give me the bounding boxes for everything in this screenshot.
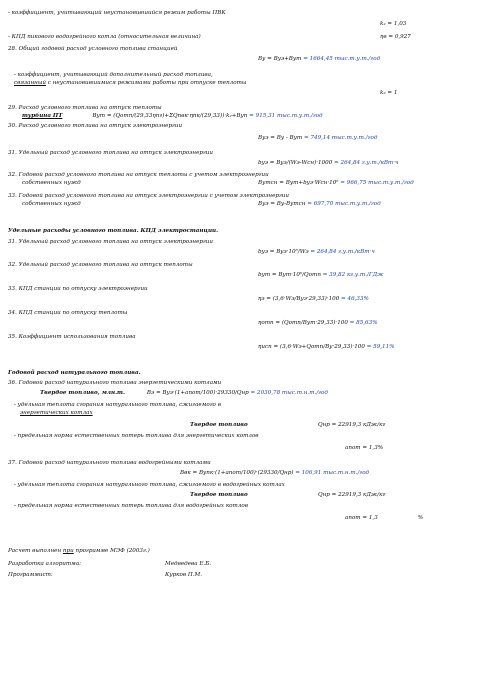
- fuel-type-label: Твердое топливо, млн.т.: [40, 390, 125, 396]
- formula-result: = 915,31 тыс.т.у.т./год: [247, 113, 323, 119]
- author-label: Разработка алгоритма:: [8, 561, 82, 567]
- section-heading: 33. КПД станции по отпуску электроэнергии: [8, 286, 148, 292]
- formula-expression: Bэ = Bуэ·(1+aпот/100)·29330/Qнр: [146, 390, 249, 396]
- formula: [258, 180, 414, 187]
- formula-result: = 749,14 тыс.т.у.т./год: [302, 135, 378, 141]
- coefficient-k2: k₂ = 1,03: [380, 21, 407, 27]
- section-heading: 36. Годовой расход натурального топлива энергетическими котлами: [8, 380, 222, 386]
- formula-result: = 106,91 тыс.т.н.т./год: [293, 470, 370, 476]
- turbine-label: турбина ПТ: [22, 113, 63, 119]
- loss-norm-value: aпот = 1,3%: [345, 445, 384, 451]
- formula-expression: Bуэ = Bу - Bут: [258, 135, 303, 141]
- section-heading: 33. Годовой расход условного топлива на отпуск электроэнергии с учетом электроэнергии: [8, 193, 290, 199]
- formula-expression: bуэ = Bуэ/(Wэ-Wсн)·1000: [258, 160, 333, 166]
- formula: [258, 201, 381, 208]
- formula-expression: Bутсн = Bут+bуэ·Wсн·10⁶: [258, 180, 339, 186]
- text-line: - предельная норма естественных потерь топлива для энергетических котлов: [14, 433, 259, 439]
- formula-expression: bуэ = Bуэ·10⁶/Wэ: [258, 249, 309, 255]
- text-line: [14, 80, 246, 87]
- percent-unit: %: [417, 515, 424, 521]
- text-line: [20, 410, 93, 417]
- programmer-name: Курков П.М.: [165, 572, 203, 578]
- section-heading: 32. Годовой расход условного топлива на отпуск теплоты с учетом электроэнергии: [8, 172, 269, 178]
- formula-expression: ηисп = (3,6·Wэ+Qотп/Bу·29,33)·100: [258, 344, 365, 350]
- section-heading: 31. Удельный расход условного топлива на отпуск электроэнергии: [8, 239, 213, 245]
- formula-result: = 39,82 кг.у.т./ГДж: [320, 272, 384, 278]
- formula-result: = 1664,45 тыс.т.у.т./год: [301, 56, 381, 62]
- text-line: - коэффициент, учитывающий дополнительный расход топлива,: [14, 72, 213, 78]
- formula-expression: Bвк = Bупк·(1+aпот/100)·(29330/Qнр): [180, 470, 294, 476]
- formula-expression: Bуэ = Bу-Bутсн: [258, 201, 306, 207]
- formula: [258, 344, 394, 351]
- section-heading: 29. Расход условного топлива на отпуск теплоты: [8, 105, 162, 111]
- coefficient-k2: k₂ = 1: [380, 90, 398, 96]
- formula: [258, 320, 377, 327]
- programmer-label: Программист:: [8, 572, 53, 578]
- formula-result: = 264,84 г.у.т./кВт·ч: [332, 160, 399, 166]
- section-heading: 32. Удельный расход условного топлива на отпуск теплоты: [8, 262, 193, 268]
- section-heading: 30. Расход условного топлива на отпуск электроэнергии: [8, 123, 183, 129]
- author-name: Медведева Е.Б.: [165, 561, 212, 567]
- formula: [22, 113, 323, 120]
- text-span: Расчет выполнен: [8, 548, 63, 554]
- formula-expression: Bут = (Qотп/(29,33ηпг)+ΣQпвк·ηпк/(29,33))·k₂+Bуп: [92, 113, 248, 119]
- formula: [40, 390, 328, 397]
- formula-result: = 697,70 тыс.т.у.т./год: [305, 201, 381, 207]
- calorific-value: Qнр = 22919,3 кДж/кг: [318, 492, 386, 498]
- formula-expression: Bу = Bуэ+Bут: [258, 56, 302, 62]
- underlined-word: связанный: [14, 80, 47, 86]
- fuel-type-label: Твердое топливо: [190, 492, 248, 498]
- formula-result: = 46,33%: [339, 296, 369, 302]
- footer-note: [8, 548, 150, 555]
- formula-result: = 59,11%: [364, 344, 395, 350]
- section-title: Годовой расход натурального топлива.: [8, 370, 141, 376]
- text-line: - удельная теплота сгорания натурального топлива, сжигаемого в: [14, 402, 221, 408]
- text-line: - предельная норма естественных потерь топлива для водогрейных котлов: [14, 503, 249, 509]
- calorific-value: Qнр = 22919,3 кДж/кг: [318, 422, 386, 428]
- section-heading: 31. Удельный расход условного топлива на отпуск электроэнергии: [8, 150, 213, 156]
- formula-result: = 966,75 тыс.т.у.т./год: [338, 180, 414, 186]
- text-span: программе МЭФ (2003г.): [73, 548, 150, 554]
- loss-norm-number: aпот = 1,3: [345, 515, 378, 521]
- fuel-type-label: Твердое топливо: [190, 422, 248, 428]
- text-line: собственных нужд: [22, 201, 81, 207]
- formula-result: = 2030,78 тыс.т.н.т./год: [248, 390, 328, 396]
- formula-result: = 85,63%: [347, 320, 378, 326]
- formula-result: = 264,84 г.у.т./кВт·ч: [308, 249, 375, 255]
- section-heading: 37. Годовой расход натурального топлива водогрейными котлами: [8, 460, 211, 466]
- text-line: - коэффициент, учитывающий неустановившийся режим работы ПВК: [8, 10, 226, 16]
- formula: [258, 296, 369, 303]
- formula: [180, 470, 369, 477]
- underlined-word: при: [62, 548, 74, 554]
- section-heading: 34. КПД станции по отпуску теплоты: [8, 310, 128, 316]
- formula: [258, 56, 380, 63]
- efficiency-value: ηв = 0,927: [380, 34, 411, 40]
- formula: [258, 160, 399, 167]
- section-heading: 28. Общий годовой расход условного топлива станцией: [8, 46, 178, 52]
- formula: [258, 249, 375, 256]
- formula-expression: ηотп = (Qотп/Bут·29,33)·100: [258, 320, 348, 326]
- text-line: - КПД пикового водогрейного котла (относительная величина): [8, 34, 201, 40]
- text-line: собственных нужд: [22, 180, 81, 186]
- text-span: с неустановившимися режимами работы при отпуске теплоты: [46, 80, 247, 86]
- text-span: котлах: [68, 410, 93, 416]
- text-line: - удельная теплота сгорания натурального топлива, сжигаемого в водогрейных котлах: [14, 482, 285, 488]
- formula-expression: bут = Bут·10⁶/Qотп: [258, 272, 321, 278]
- section-heading: 35. Коэффициент использования топлива: [8, 334, 136, 340]
- underlined-word: энергетических: [20, 410, 69, 416]
- formula: [258, 135, 377, 142]
- section-title: Удельные расходы условного топлива. КПД электростанции.: [8, 228, 219, 234]
- loss-norm-value: [345, 515, 423, 522]
- formula: [258, 272, 384, 279]
- formula-expression: ηэ = (3,6·Wэ/Bуэ·29,33)·100: [258, 296, 340, 302]
